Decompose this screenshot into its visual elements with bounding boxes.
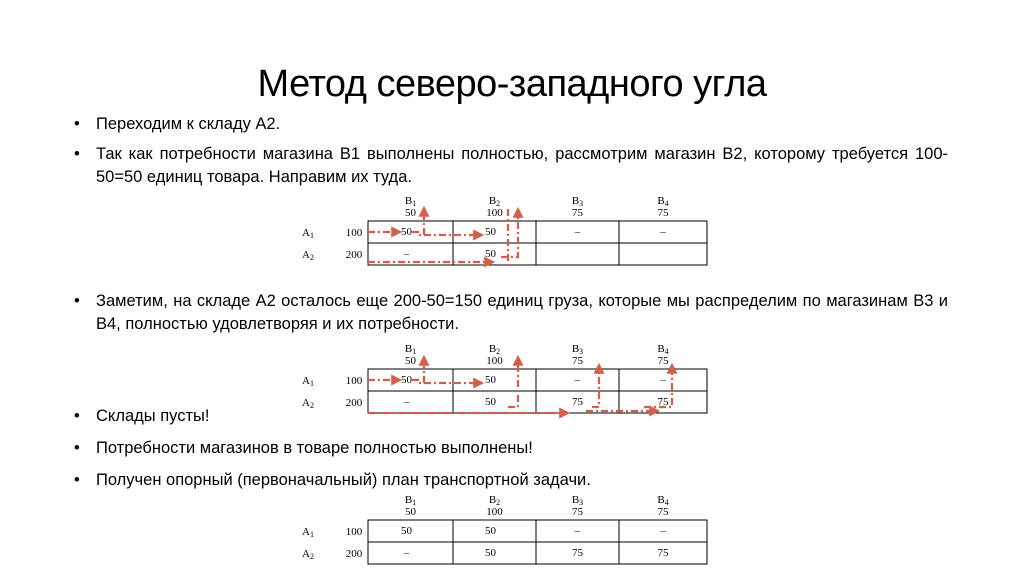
allocation-arrow <box>592 365 599 407</box>
store-label: B2 <box>488 195 501 208</box>
cell-value: 75 <box>572 547 583 559</box>
bullet-6 <box>74 469 948 492</box>
store-demand: 50 <box>405 207 416 219</box>
store-label: B4 <box>657 195 669 208</box>
cell-value: – <box>660 226 666 238</box>
store-demand: 75 <box>657 506 669 518</box>
bullet-marker: • <box>74 145 80 163</box>
transport-table-1 <box>296 195 708 267</box>
cell-value: 50 <box>485 525 496 537</box>
warehouse-supply: 200 <box>345 548 363 560</box>
warehouse-supply: 200 <box>345 249 363 261</box>
cell-value: 50 <box>485 226 496 238</box>
store-demand: 75 <box>572 506 583 518</box>
store-label: B4 <box>657 343 669 356</box>
cell-value: – <box>574 374 581 386</box>
warehouse-label: A1 <box>302 375 314 388</box>
store-demand: 75 <box>657 355 669 367</box>
store-demand: 100 <box>486 355 503 367</box>
cell-value: 75 <box>657 396 669 408</box>
cell-value: – <box>403 547 410 559</box>
cell-value: – <box>574 226 581 238</box>
warehouse-label: A1 <box>302 227 314 240</box>
store-label: B2 <box>488 343 501 356</box>
bullet-marker: • <box>74 115 80 133</box>
cell-value: 50 <box>485 396 496 408</box>
store-demand: 75 <box>572 355 583 367</box>
slide-title: Метод северо-западного угла <box>257 63 767 105</box>
store-demand: 100 <box>486 506 503 518</box>
cell-value: – <box>574 525 581 537</box>
cell-value: – <box>660 525 666 537</box>
cell-value: 75 <box>657 547 669 559</box>
warehouse-supply: 100 <box>345 227 363 239</box>
warehouse-supply: 200 <box>345 397 363 409</box>
store-label: B3 <box>571 494 584 507</box>
bullet-marker: • <box>74 471 80 489</box>
bullet-marker: • <box>74 439 80 457</box>
allocation-arrow <box>412 232 482 235</box>
bullet-text: Потребности магазинов в товаре полностью выполнены! <box>96 439 533 457</box>
bullet-5 <box>74 437 948 460</box>
bullet-text: Переходим к складу А2. <box>96 115 281 133</box>
bullet-marker: • <box>74 407 80 425</box>
cell-value: 50 <box>485 547 496 559</box>
store-label: B1 <box>404 494 417 507</box>
table-figure <box>296 494 708 566</box>
bullet-text: Так как потребности магазина В1 выполнены полностью, рассмотрим магазин В2, которому требуется 100-50=50 единиц товара. Направим их туда. <box>96 145 948 186</box>
bullet-3 <box>74 290 948 336</box>
cell-value: 50 <box>401 525 412 537</box>
bullet-1 <box>74 113 948 136</box>
warehouse-label: A2 <box>302 397 314 410</box>
cell-value: – <box>403 248 410 260</box>
cell-value: – <box>403 396 410 408</box>
store-label: B1 <box>404 343 417 356</box>
allocation-arrow <box>508 357 518 407</box>
bullet-text: Склады пусты! <box>96 407 210 425</box>
warehouse-supply: 100 <box>345 375 363 387</box>
store-label: B1 <box>404 195 417 208</box>
cell-value: 50 <box>401 226 412 238</box>
cell-value: 50 <box>485 374 496 386</box>
store-label: B3 <box>571 343 584 356</box>
allocation-arrow <box>501 209 518 257</box>
cell-value: – <box>660 374 666 386</box>
warehouse-label: A1 <box>302 526 314 539</box>
allocation-arrow <box>412 380 482 383</box>
transport-table-3 <box>296 494 708 566</box>
warehouse-supply: 100 <box>345 526 363 538</box>
bullet-4 <box>74 405 948 428</box>
bullet-text: Получен опорный (первоначальный) план транспортной задачи. <box>96 471 591 489</box>
store-demand: 50 <box>405 506 416 518</box>
store-demand: 100 <box>486 207 503 219</box>
store-demand: 75 <box>572 207 583 219</box>
warehouse-label: A2 <box>302 249 314 262</box>
bullet-marker: • <box>74 292 80 310</box>
bullet-2 <box>74 143 948 189</box>
store-demand: 75 <box>657 207 669 219</box>
cell-value: 75 <box>572 396 583 408</box>
warehouse-label: A2 <box>302 548 314 561</box>
cell-value: 50 <box>401 374 412 386</box>
table-figure <box>296 195 708 267</box>
cell-value: 50 <box>485 248 496 260</box>
bullet-text: Заметим, на складе А2 осталось еще 200-50=150 единиц груза, которые мы распределим по магазинам В3 и В4, полностью удовлетворяя и их потребности. <box>96 292 948 333</box>
store-label: B4 <box>657 494 669 507</box>
store-label: B2 <box>488 494 501 507</box>
store-label: B3 <box>571 195 584 208</box>
store-demand: 50 <box>405 355 416 367</box>
